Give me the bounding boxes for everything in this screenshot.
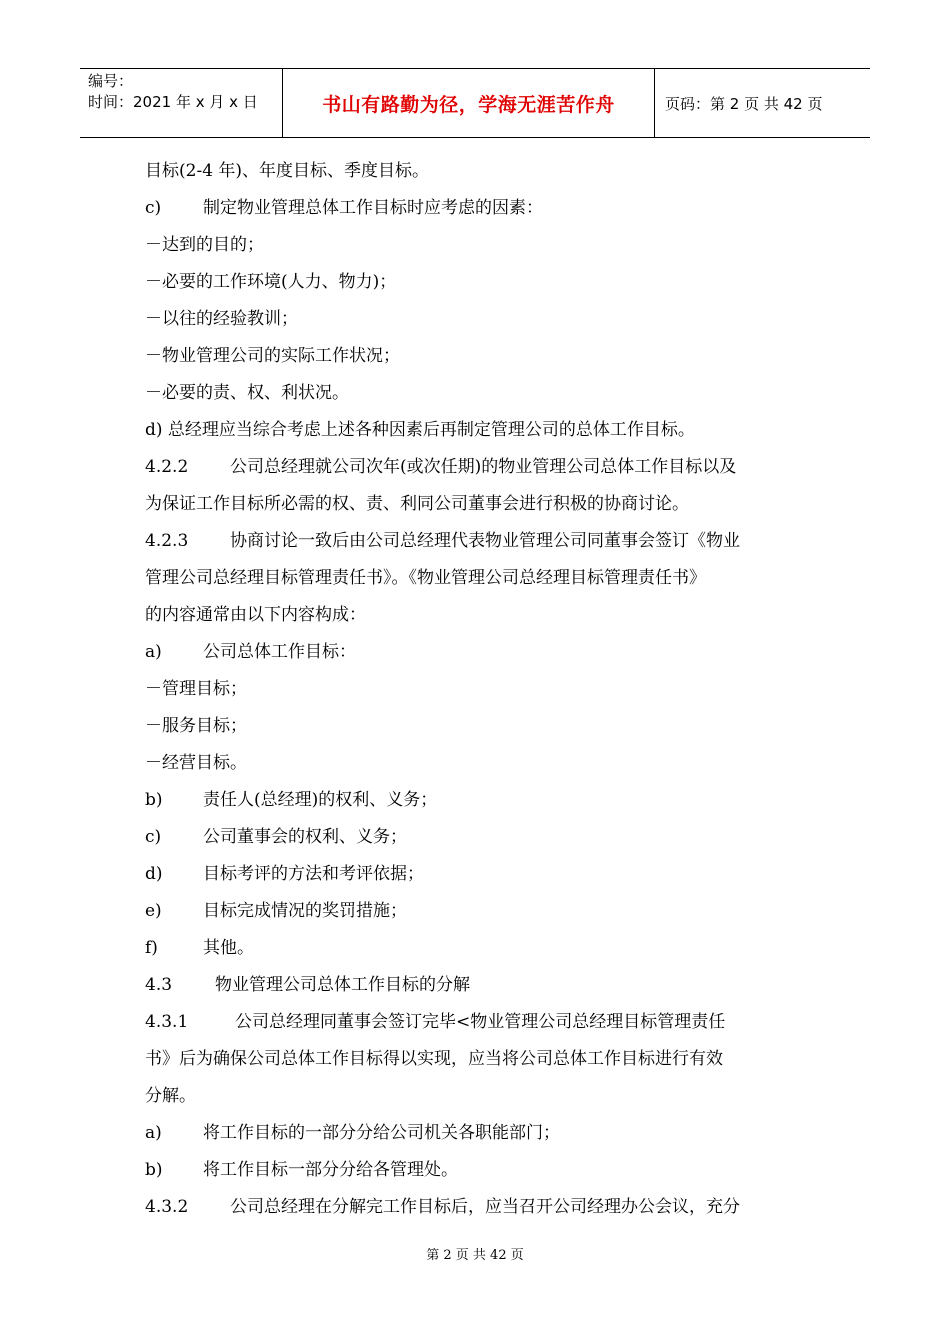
page-footer: 第 2 页 共 42 页 — [426, 1248, 524, 1263]
document-number-label: 编号： — [88, 72, 134, 90]
header-meta — [80, 69, 283, 137]
body-line: －必要的工作环境(人力、物力)； — [145, 272, 397, 292]
body-line: 4.2.3 协商讨论一致后由公司总经理代表物业管理公司同董事会签订《物业 — [145, 523, 815, 560]
body-line: 目标(2-4 年)、年度目标、季度目标。 — [145, 161, 430, 181]
body-line: 分解。 — [145, 1086, 196, 1106]
body-line: －管理目标； — [145, 679, 247, 699]
section-number: 4.3.2 — [145, 1197, 189, 1217]
body-line: a) 公司总体工作目标： — [145, 634, 815, 671]
document-body — [145, 153, 815, 1226]
body-line: 4.2.2 公司总经理就公司次年(或次任期)的物业管理公司总体工作目标以及 — [145, 449, 815, 486]
body-line: －以往的经验教训； — [145, 309, 298, 329]
document-date: 时间：2021 年 x 月 x 日 — [88, 93, 258, 111]
body-line: d) 目标考评的方法和考评依据； — [145, 856, 815, 893]
body-line: a) 将工作目标的一部分分给公司机关各职能部门； — [145, 1115, 815, 1152]
item-label: d) — [145, 864, 163, 884]
body-line: d) 总经理应当综合考虑上述各种因素后再制定管理公司的总体工作目标。 — [145, 420, 695, 440]
body-line: 4.3.2 公司总经理在分解完工作目标后，应当召开公司经理办公会议，充分 — [145, 1189, 815, 1226]
body-line: －物业管理公司的实际工作状况； — [145, 346, 400, 366]
section-number: 4.3.1 — [145, 1012, 189, 1032]
body-line: c) 公司董事会的权利、义务； — [145, 819, 815, 856]
item-label: f) — [145, 938, 158, 958]
item-label: c) — [145, 198, 162, 218]
body-line: 的内容通常由以下内容构成： — [145, 605, 366, 625]
item-label: a) — [145, 1123, 162, 1143]
item-label: a) — [145, 642, 162, 662]
body-line: 书》后为确保公司总体工作目标得以实现，应当将公司总体工作目标进行有效 — [145, 1049, 723, 1069]
section-number: 4.3 — [145, 975, 173, 995]
body-line: b) 责任人(总经理)的权利、义务； — [145, 782, 815, 819]
section-number: 4.2.3 — [145, 531, 189, 551]
header-page-info: 页码：第 2 页 共 42 页 — [665, 94, 823, 113]
body-line: 4.3.1 公司总经理同董事会签订完毕<物业管理公司总经理目标管理责任 — [145, 1004, 815, 1041]
item-label: b) — [145, 790, 163, 810]
body-line: f) 其他。 — [145, 930, 815, 967]
body-line: 为保证工作目标所必需的权、责、利同公司董事会进行积极的协商讨论。 — [145, 494, 689, 514]
body-line: 管理公司总经理目标管理责任书》。《物业管理公司总经理目标管理责任书》 — [145, 568, 706, 588]
body-line: c) 制定物业管理总体工作目标时应考虑的因素： — [145, 190, 815, 227]
body-line: －达到的目的； — [145, 235, 264, 255]
body-line: e) 目标完成情况的奖罚措施； — [145, 893, 815, 930]
item-label: e) — [145, 901, 162, 921]
header-motto: 书山有路勤为径，学海无涯苦作舟 — [283, 69, 655, 137]
body-line: b) 将工作目标一部分分给各管理处。 — [145, 1152, 815, 1189]
body-line: －必要的责、权、利状况。 — [145, 383, 349, 403]
item-label: c) — [145, 827, 162, 847]
section-number: 4.2.2 — [145, 457, 189, 477]
body-line: －服务目标； — [145, 716, 247, 736]
page-header — [80, 68, 870, 138]
body-line: 4.3 物业管理公司总体工作目标的分解 — [145, 967, 815, 1004]
item-label: b) — [145, 1160, 163, 1180]
body-line: －经营目标。 — [145, 753, 247, 773]
